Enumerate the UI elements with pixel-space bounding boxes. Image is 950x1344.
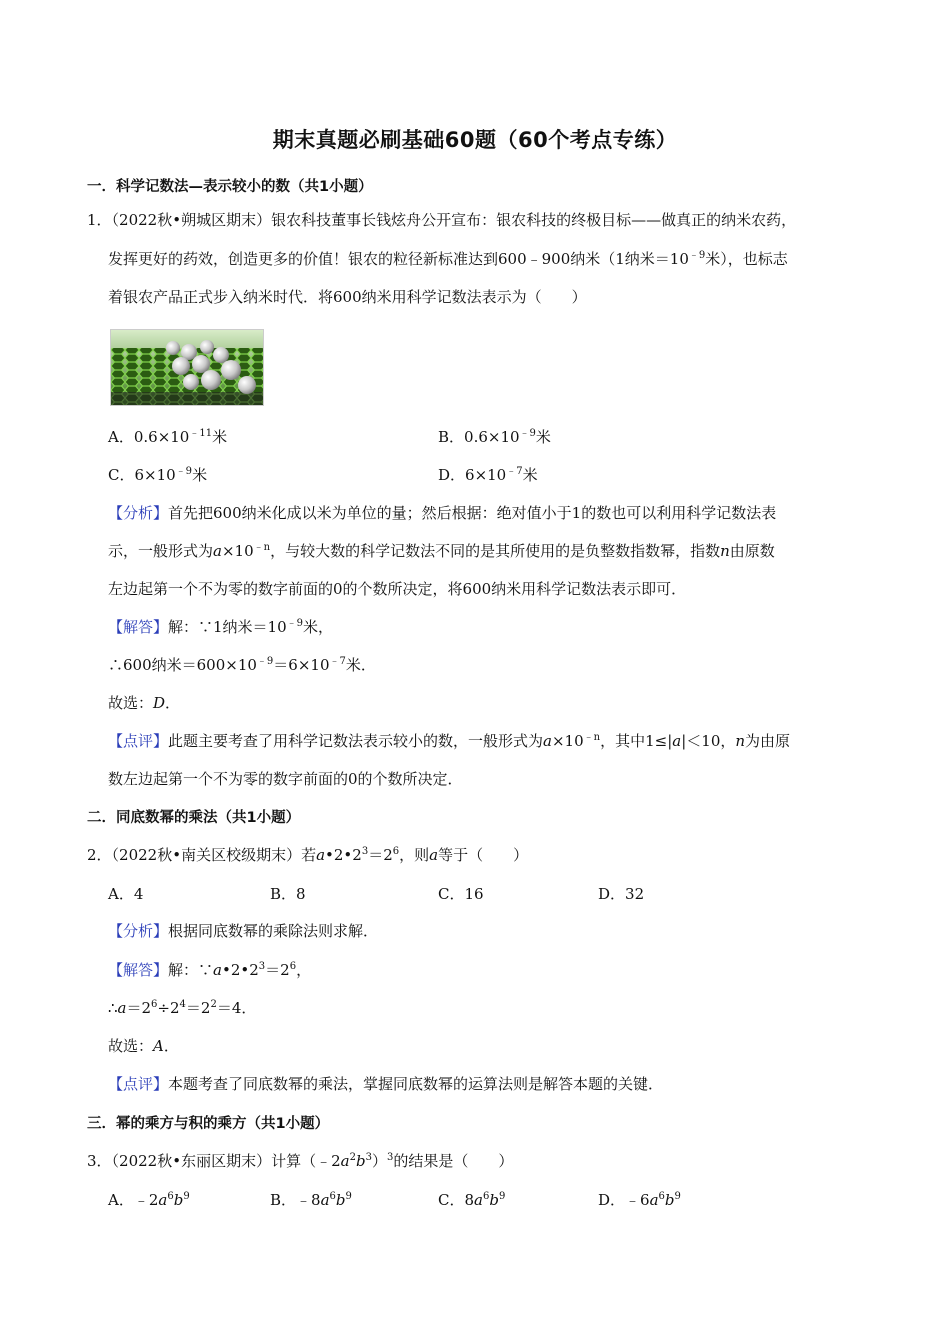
text: 米 [535, 428, 551, 446]
page-title: 期末真题必刷基础60题（60个考点专练） [272, 128, 678, 152]
q1-comment-line-2: 数左边起第一个不为零的数字前面的0的个数所决定． [108, 770, 463, 788]
q1-analysis-line-2 [108, 541, 775, 561]
variable-a: a [320, 1191, 330, 1209]
exponent: ﹣9 [256, 656, 274, 667]
exponent: ﹣n [583, 732, 601, 743]
text: 由原数 [729, 542, 775, 560]
text: ＝2 [126, 999, 152, 1017]
analysis-tag: 【分析】 [108, 504, 169, 522]
exponent: 9 [183, 1191, 190, 1202]
text: ，其中1≤| [600, 732, 673, 750]
text: ×10 [221, 542, 254, 560]
q3-option-d [598, 1190, 681, 1210]
text: ＝4． [216, 999, 257, 1017]
choice-letter: A [153, 1037, 164, 1055]
text: 示，一般形式为 [108, 542, 214, 560]
text: 的结果是（ ） [393, 1152, 514, 1170]
q1-answer-line-1 [108, 617, 333, 637]
exponent: ﹣9 [688, 250, 706, 261]
text: 首先把600纳米化成以米为单位的量；然后根据：绝对值小于1的数也可以利用科学记数法表 [168, 504, 777, 522]
analysis-tag: 【分析】 [108, 922, 169, 940]
variable-a: a [649, 1191, 659, 1209]
exponent: 6 [482, 1191, 490, 1202]
nano-particles-image [110, 329, 264, 406]
text: 此题主要考查了用科学记数法表示较小的数，一般形式为 [168, 732, 544, 750]
variable-n: n [735, 732, 746, 750]
q1-option-a [108, 427, 227, 447]
q3-option-a [108, 1190, 190, 1210]
text: 米． [345, 656, 376, 674]
exponent: 9 [674, 1191, 681, 1202]
section-heading-1: 一．科学记数法—表示较小的数（共1小题） [87, 179, 373, 195]
exponent: ﹣9 [175, 466, 193, 477]
section-heading-3: 三．幂的乘方与积的乘方（共1小题） [87, 1116, 330, 1132]
q2-choice: 故选：A． [108, 1037, 179, 1055]
section-heading-2: 二．同底数幂的乘法（共1小题） [87, 810, 301, 826]
text: ∴ [108, 999, 118, 1017]
exponent: 3 [365, 1152, 372, 1163]
variable-a: a [474, 1191, 483, 1209]
text: 米），也标志 [705, 250, 788, 268]
question-2-stem [87, 845, 528, 865]
text: •2•2 [325, 846, 362, 864]
text: ∴600纳米＝600×10 [108, 656, 257, 674]
q1-comment-line-1 [108, 731, 790, 751]
text: D．6×10 [438, 466, 507, 484]
q2-option-c: C．16 [438, 885, 484, 903]
exponent: 3 [258, 961, 266, 972]
q1-option-b [438, 427, 551, 447]
text: ＝2 [368, 846, 393, 864]
exponent: 6 [289, 961, 297, 972]
text: A．0.6×10 [108, 428, 190, 446]
q1-option-c [108, 465, 207, 485]
text: 米 [192, 466, 208, 484]
variable-a: a [316, 846, 326, 864]
text: ，则 [399, 846, 430, 864]
variable-a: a [213, 542, 222, 560]
variable-a: a [429, 846, 439, 864]
q1-analysis-line-3: 左边起第一个不为零的数字前面的0的个数所决定，将600纳米用科学记数法表示即可． [108, 580, 687, 598]
nano-particles-illustration [111, 330, 263, 405]
q3-option-c [438, 1190, 505, 1210]
q1-choice: 故选：D． [108, 694, 181, 712]
variable-b: b [335, 1191, 346, 1209]
text: 米 [212, 428, 228, 446]
text: 解：∵ [168, 961, 214, 979]
answer-tag: 【解答】 [108, 618, 169, 636]
text: 发挥更好的药效，创造更多的价值！银农的粒径新标准达到600﹣900纳米（1纳米＝10 [108, 250, 689, 268]
exponent: ﹣9 [519, 428, 536, 439]
question-1-line-3: 着银农产品正式步入纳米时代．将600纳米用科学记数法表示为（ ） [108, 288, 587, 306]
q2-comment [108, 1074, 663, 1094]
q2-analysis [108, 921, 378, 941]
exponent: ﹣9 [286, 618, 304, 629]
text: |＜10， [681, 732, 736, 750]
q3-option-b [270, 1190, 352, 1210]
exponent: ﹣11 [189, 428, 213, 439]
text: 2．（2022秋•南关区校级期末）若 [87, 846, 317, 864]
variable-a: a [543, 732, 552, 750]
exponent: 4 [179, 999, 186, 1010]
text: B．﹣8 [270, 1191, 321, 1209]
text: ，与较大数的科学记数法不同的是其所使用的是负整数指数幂，指数 [270, 542, 721, 560]
variable-b: b [664, 1191, 675, 1209]
text: C．6×10 [108, 466, 176, 484]
text: ＝2 [185, 999, 211, 1017]
text: ×10 [551, 732, 584, 750]
text: 米， [303, 618, 334, 636]
comment-tag: 【点评】 [108, 732, 169, 750]
exponent: ﹣7 [329, 656, 346, 667]
exponent: 6 [167, 1191, 174, 1202]
text: ， [296, 961, 312, 979]
variable-b: b [173, 1191, 184, 1209]
q1-analysis-line-1 [108, 503, 776, 523]
exponent: 3 [361, 846, 369, 857]
exponent: 6 [392, 846, 400, 857]
text: ＝2 [265, 961, 290, 979]
text: D．﹣6 [598, 1191, 650, 1209]
q2-answer-line-1 [108, 960, 311, 980]
text: •2•2 [221, 961, 259, 979]
text: 本题考查了同底数幂的乘法，掌握同底数幂的运算法则是解答本题的关键． [168, 1075, 664, 1093]
q2-answer-line-2 [108, 998, 256, 1018]
variable-a: a [117, 999, 127, 1017]
answer-tag: 【解答】 [108, 961, 169, 979]
exponent: 2 [210, 999, 217, 1010]
exponent: 6 [151, 999, 158, 1010]
variable-a: a [672, 732, 682, 750]
exponent: ﹣n [253, 542, 271, 553]
text: A．﹣2 [108, 1191, 159, 1209]
exponent: 6 [658, 1191, 665, 1202]
q2-option-a: A．4 [108, 885, 144, 903]
exponent: 2 [349, 1152, 356, 1163]
text: 根据同底数幂的乘除法则求解． [168, 922, 379, 940]
text: ＝6×10 [273, 656, 330, 674]
text: 为由原 [745, 732, 791, 750]
variable-a: a [340, 1152, 350, 1170]
q2-option-b: B．8 [270, 885, 306, 903]
q1-option-d [438, 465, 538, 485]
text: C．8 [438, 1191, 475, 1209]
text: 米 [522, 466, 538, 484]
exponent: 3 [386, 1152, 394, 1163]
variable-b: b [489, 1191, 499, 1209]
exponent: ﹣7 [506, 466, 523, 477]
text: B．0.6×10 [438, 428, 520, 446]
text: 故选： [108, 694, 154, 712]
text: 故选： [108, 1037, 154, 1055]
q2-option-d: D．32 [598, 885, 645, 903]
text: 1．（2022秋•朔城区期末）银农科技董事长钱炫舟公开宣布：银农科技的终极目标——做真正的纳米农药， [87, 211, 797, 229]
text: ） [371, 1152, 387, 1170]
exponent: 6 [329, 1191, 336, 1202]
choice-letter: D [153, 694, 166, 712]
variable-a: a [158, 1191, 168, 1209]
exponent: 9 [498, 1191, 506, 1202]
text: 等于（ ） [438, 846, 529, 864]
text: 解：∵1纳米＝10 [168, 618, 287, 636]
q1-answer-line-2 [108, 655, 376, 675]
variable-b: b [355, 1152, 366, 1170]
text: 3．（2022秋•东丽区期末）计算（﹣2 [87, 1152, 341, 1170]
question-1-line-2 [108, 249, 788, 269]
comment-tag: 【点评】 [108, 1075, 169, 1093]
question-1-line-1 [87, 210, 796, 230]
exponent: 9 [345, 1191, 352, 1202]
question-3-stem [87, 1151, 513, 1171]
variable-a: a [213, 961, 222, 979]
variable-n: n [720, 542, 730, 560]
text: ÷2 [157, 999, 180, 1017]
